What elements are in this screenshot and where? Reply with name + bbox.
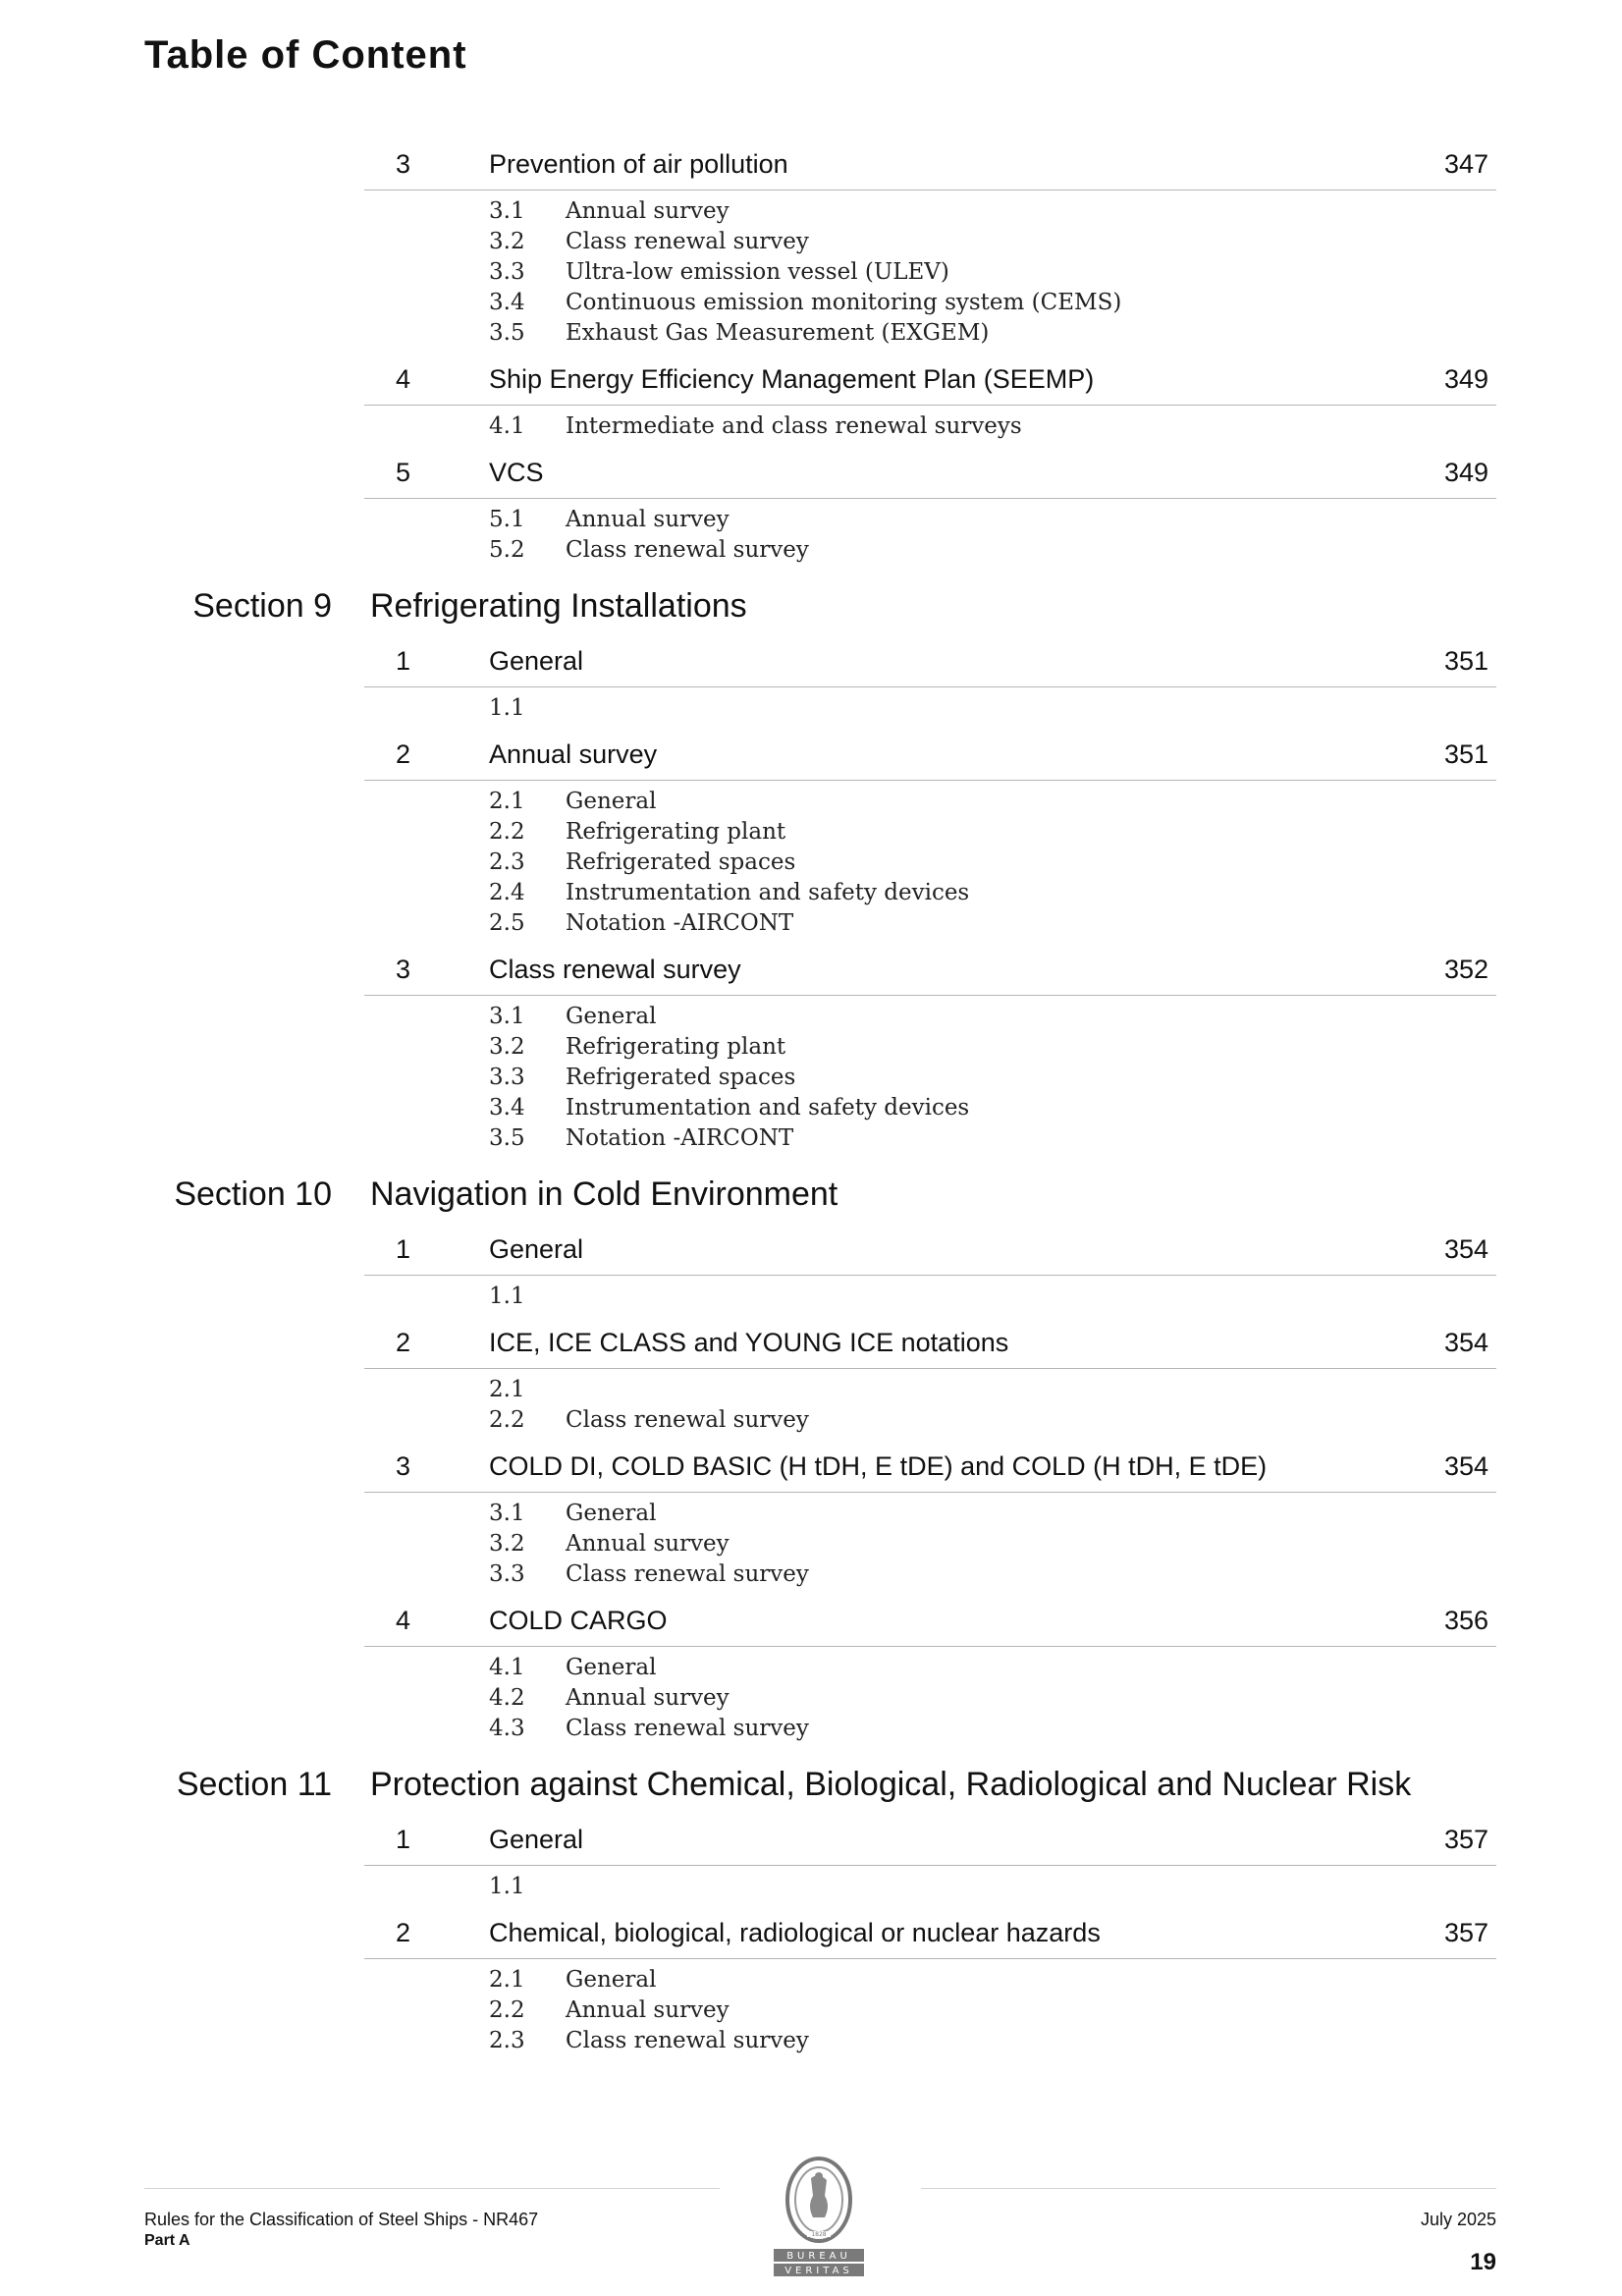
page-title: Table of Content	[144, 33, 467, 77]
article-page: 356	[1443, 1606, 1488, 1635]
subsection-title: Instrumentation and safety devices	[566, 1095, 970, 1121]
subsection-number: 3.3	[489, 1561, 525, 1587]
article-page: 354	[1443, 1234, 1488, 1264]
subsection-item[interactable]	[489, 1002, 1622, 1032]
subsection-item[interactable]	[489, 1063, 1622, 1093]
subsection-title: General	[566, 1967, 657, 1993]
subsection-title: General	[566, 1655, 657, 1680]
article-page: 349	[1443, 458, 1488, 487]
footer-page-number: 19	[1470, 2249, 1496, 2275]
subsection-number: 3.2	[489, 229, 525, 254]
article-title: Chemical, biological, radiological or nuclear hazards	[489, 1918, 1101, 1947]
subsection-title: Class renewal survey	[566, 229, 809, 254]
article-title: General	[489, 646, 584, 676]
subsection-title: Annual survey	[566, 507, 730, 532]
subsection-item[interactable]	[489, 318, 1622, 349]
section-label: Section 9	[192, 587, 332, 625]
article-title: Annual survey	[489, 739, 658, 769]
subsection-number: 5.2	[489, 537, 525, 563]
article-title: VCS	[489, 458, 544, 487]
footer-divider-left	[144, 2188, 720, 2189]
subsection-number: 2.1	[489, 1377, 525, 1402]
article-page: 351	[1443, 739, 1488, 769]
subsection-number: 2.1	[489, 1967, 525, 1993]
logo-text-veritas: VERITAS	[784, 2266, 853, 2276]
subsection-number: 3.2	[489, 1034, 525, 1060]
article-row[interactable]	[364, 355, 1496, 406]
logo-year: 1828	[811, 2231, 827, 2238]
article-page: 352	[1443, 955, 1488, 984]
subsection-list	[489, 499, 1622, 572]
subsection-number: 3.4	[489, 1095, 525, 1121]
article-number: 1	[396, 1825, 411, 1854]
article-title: Ship Energy Efficiency Management Plan (SEEMP)	[489, 364, 1095, 394]
subsection-number: 2.2	[489, 819, 525, 845]
subsection-number: 2.3	[489, 849, 525, 875]
subsection-item[interactable]	[489, 411, 1622, 442]
subsection-number: 1.1	[489, 1284, 525, 1309]
article-row[interactable]	[364, 1815, 1496, 1866]
article-title: ICE, ICE CLASS and YOUNG ICE notations	[489, 1328, 1009, 1357]
subsection-item[interactable]	[489, 693, 1622, 724]
subsection-title: Exhaust Gas Measurement (EXGEM)	[566, 320, 990, 346]
subsection-item[interactable]	[489, 1282, 1622, 1312]
table-of-contents	[0, 139, 1622, 2062]
subsection-title: Class renewal survey	[566, 1561, 809, 1587]
article-page: 354	[1443, 1328, 1488, 1357]
article-page: 347	[1443, 149, 1488, 179]
subsection-number: 4.1	[489, 1655, 525, 1680]
article-number: 2	[396, 1918, 411, 1947]
subsection-number: 3.3	[489, 1065, 525, 1090]
article-row[interactable]	[364, 448, 1496, 499]
article-number: 3	[396, 1451, 411, 1481]
subsection-number: 3.1	[489, 1004, 525, 1029]
article-page: 351	[1443, 646, 1488, 676]
subsection-item[interactable]	[489, 1123, 1622, 1154]
subsection-list	[489, 996, 1622, 1160]
subsection-item[interactable]	[489, 1559, 1622, 1590]
article-title: Class renewal survey	[489, 955, 741, 984]
subsection-item[interactable]	[489, 787, 1622, 817]
section-heading	[0, 1172, 1622, 1225]
subsection-title: Class renewal survey	[566, 1716, 809, 1741]
section-title: Refrigerating Installations	[370, 587, 747, 625]
article-row[interactable]	[364, 139, 1496, 191]
subsection-number: 4.3	[489, 1716, 525, 1741]
subsection-title: Intermediate and class renewal surveys	[566, 413, 1022, 439]
subsection-title: Ultra-low emission vessel (ULEV)	[566, 259, 949, 285]
subsection-number: 3.5	[489, 320, 525, 346]
article-number: 2	[396, 739, 411, 769]
subsection-number: 3.2	[489, 1531, 525, 1557]
subsection-item[interactable]	[489, 878, 1622, 908]
subsection-title: Refrigerating plant	[566, 1034, 786, 1060]
article-title: General	[489, 1825, 584, 1854]
article-row[interactable]	[364, 1596, 1496, 1647]
subsection-item[interactable]	[489, 1872, 1622, 1902]
section-label: Section 11	[176, 1766, 332, 1803]
article-row[interactable]	[364, 1908, 1496, 1959]
article-row[interactable]	[364, 1442, 1496, 1493]
subsection-item[interactable]	[489, 817, 1622, 847]
subsection-list	[489, 687, 1622, 730]
subsection-number: 5.1	[489, 507, 525, 532]
article-page: 357	[1443, 1918, 1488, 1947]
subsection-item[interactable]	[489, 257, 1622, 288]
subsection-title: Class renewal survey	[566, 2028, 809, 2053]
subsection-item[interactable]	[489, 1375, 1622, 1405]
subsection-item[interactable]	[489, 2026, 1622, 2056]
subsection-number: 4.2	[489, 1685, 525, 1711]
subsection-number: 2.4	[489, 880, 525, 905]
subsection-title: General	[566, 1501, 657, 1526]
article-page: 354	[1443, 1451, 1488, 1481]
subsection-number: 2.3	[489, 2028, 525, 2053]
subsection-list	[489, 191, 1622, 355]
subsection-number: 2.2	[489, 1997, 525, 2023]
article-number: 4	[396, 364, 411, 394]
subsection-item[interactable]	[489, 288, 1622, 318]
subsection-item[interactable]	[489, 1653, 1622, 1683]
subsection-title: Annual survey	[566, 1997, 730, 2023]
bureau-veritas-logo-icon	[770, 2157, 868, 2278]
subsection-list	[489, 781, 1622, 945]
footer-document-title: Rules for the Classification of Steel Ships - NR467	[144, 2210, 539, 2229]
subsection-list	[489, 1369, 1622, 1442]
article-row[interactable]	[364, 730, 1496, 781]
logo-text-bureau: BUREAU	[786, 2251, 851, 2262]
subsection-number: 2.2	[489, 1407, 525, 1433]
subsection-title: Annual survey	[566, 198, 730, 224]
subsection-list	[489, 406, 1622, 448]
subsection-title: Refrigerating plant	[566, 819, 786, 845]
subsection-item[interactable]	[489, 1093, 1622, 1123]
section-title: Protection against Chemical, Biological, Radiological and Nuclear Risk	[370, 1766, 1412, 1803]
subsection-number: 1.1	[489, 695, 525, 721]
article-title: Prevention of air pollution	[489, 149, 788, 179]
article-number: 1	[396, 1234, 411, 1264]
subsection-list	[489, 1493, 1622, 1596]
subsection-number: 4.1	[489, 413, 525, 439]
article-number: 3	[396, 149, 411, 179]
subsection-item[interactable]	[489, 1032, 1622, 1063]
section-title: Navigation in Cold Environment	[370, 1175, 838, 1213]
subsection-list	[489, 1276, 1622, 1318]
subsection-list	[489, 1647, 1622, 1750]
article-row[interactable]	[364, 1225, 1496, 1276]
subsection-title: Class renewal survey	[566, 537, 809, 563]
article-title: General	[489, 1234, 584, 1264]
subsection-item[interactable]	[489, 196, 1622, 227]
subsection-item[interactable]	[489, 505, 1622, 535]
subsection-item[interactable]	[489, 1965, 1622, 1995]
subsection-item[interactable]	[489, 1714, 1622, 1744]
subsection-title: Notation -AIRCONT	[566, 1125, 794, 1151]
footer-part: Part A	[144, 2232, 190, 2249]
subsection-item[interactable]	[489, 535, 1622, 566]
subsection-number: 2.5	[489, 910, 525, 936]
section-heading	[0, 1762, 1622, 1815]
subsection-title: General	[566, 789, 657, 814]
article-title: COLD CARGO	[489, 1606, 668, 1635]
subsection-number: 1.1	[489, 1874, 525, 1899]
subsection-number: 3.1	[489, 1501, 525, 1526]
subsection-item[interactable]	[489, 1499, 1622, 1529]
footer-date: July 2025	[1420, 2210, 1496, 2229]
subsection-number: 3.4	[489, 290, 525, 315]
subsection-item[interactable]	[489, 908, 1622, 939]
subsection-title: Instrumentation and safety devices	[566, 880, 970, 905]
section-heading	[0, 583, 1622, 636]
subsection-title: Refrigerated spaces	[566, 1065, 796, 1090]
subsection-item[interactable]	[489, 847, 1622, 878]
subsection-title: Refrigerated spaces	[566, 849, 796, 875]
article-number: 1	[396, 646, 411, 676]
subsection-title: Annual survey	[566, 1685, 730, 1711]
subsection-title: Annual survey	[566, 1531, 730, 1557]
article-number: 5	[396, 458, 411, 487]
article-row[interactable]	[364, 945, 1496, 996]
article-number: 4	[396, 1606, 411, 1635]
subsection-number: 2.1	[489, 789, 525, 814]
article-number: 2	[396, 1328, 411, 1357]
subsection-title: Class renewal survey	[566, 1407, 809, 1433]
subsection-item[interactable]	[489, 1405, 1622, 1436]
subsection-list	[489, 1866, 1622, 1908]
footer-divider-right	[921, 2188, 1496, 2189]
subsection-number: 3.3	[489, 259, 525, 285]
subsection-item[interactable]	[489, 1529, 1622, 1559]
article-row[interactable]	[364, 1318, 1496, 1369]
subsection-number: 3.1	[489, 198, 525, 224]
subsection-list	[489, 1959, 1622, 2062]
subsection-number: 3.5	[489, 1125, 525, 1151]
article-page: 349	[1443, 364, 1488, 394]
subsection-item[interactable]	[489, 1995, 1622, 2026]
subsection-item[interactable]	[489, 1683, 1622, 1714]
article-row[interactable]	[364, 636, 1496, 687]
article-number: 3	[396, 955, 411, 984]
subsection-item[interactable]	[489, 227, 1622, 257]
article-title: COLD DI, COLD BASIC (H tDH, E tDE) and COLD (H tDH, E tDE)	[489, 1451, 1268, 1481]
subsection-title: Continuous emission monitoring system (CEMS)	[566, 290, 1122, 315]
subsection-title: General	[566, 1004, 657, 1029]
subsection-title: Notation -AIRCONT	[566, 910, 794, 936]
article-page: 357	[1443, 1825, 1488, 1854]
section-label: Section 10	[174, 1175, 332, 1213]
